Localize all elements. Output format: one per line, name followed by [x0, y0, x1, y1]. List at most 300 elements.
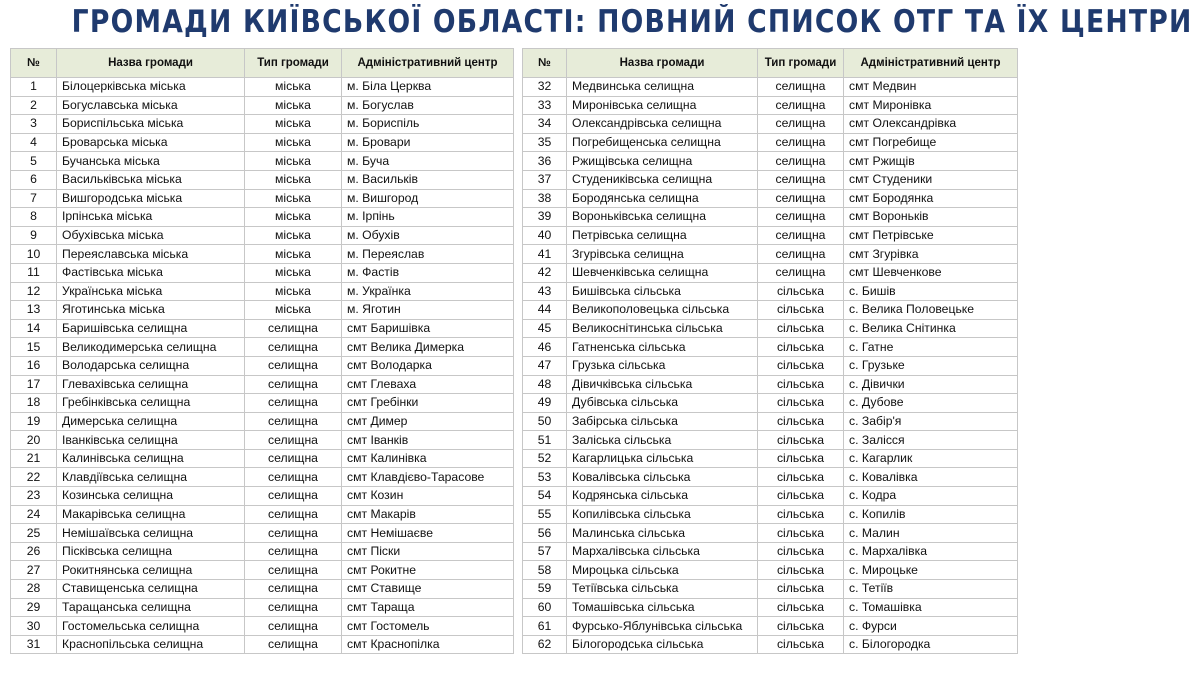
row-number: 8	[11, 208, 57, 227]
table-row	[523, 468, 1018, 487]
community-type: селищна	[245, 617, 342, 636]
column-header-type: Тип громади	[758, 49, 844, 78]
community-type: селищна	[245, 375, 342, 394]
table-row	[11, 189, 514, 208]
community-type: міська	[245, 170, 342, 189]
table-row	[11, 170, 514, 189]
admin-center: смт Немішаєве	[342, 524, 514, 543]
community-type: селищна	[758, 245, 844, 264]
community-type: селищна	[758, 152, 844, 171]
row-number: 62	[523, 635, 567, 654]
admin-center: с. Дубове	[844, 394, 1018, 413]
admin-center: м. Переяслав	[342, 245, 514, 264]
community-type: селищна	[245, 468, 342, 487]
community-name: Таращанська селищна	[57, 598, 245, 617]
table-header-row	[523, 49, 1018, 78]
admin-center: смт Іванків	[342, 431, 514, 450]
table-row	[11, 338, 514, 357]
admin-center: смт Калинівка	[342, 449, 514, 468]
admin-center: с. Грузьке	[844, 356, 1018, 375]
table-row	[11, 580, 514, 599]
table-row	[11, 431, 514, 450]
table-row	[523, 542, 1018, 561]
community-name: Білогородська сільська	[567, 635, 758, 654]
table-row	[523, 412, 1018, 431]
row-number: 16	[11, 356, 57, 375]
community-type: міська	[245, 226, 342, 245]
row-number: 46	[523, 338, 567, 357]
table-row	[523, 263, 1018, 282]
row-number: 36	[523, 152, 567, 171]
community-name: Калинівська селищна	[57, 449, 245, 468]
community-type: селищна	[245, 338, 342, 357]
row-number: 61	[523, 617, 567, 636]
admin-center: м. Українка	[342, 282, 514, 301]
community-type: сільська	[758, 524, 844, 543]
admin-center: с. Дівички	[844, 375, 1018, 394]
community-name: Димерська селищна	[57, 412, 245, 431]
community-name: Томашівська сільська	[567, 598, 758, 617]
row-number: 34	[523, 115, 567, 134]
community-name: Білоцерківська міська	[57, 78, 245, 97]
community-name: Клавдіївська селищна	[57, 468, 245, 487]
community-name: Медвинська селищна	[567, 78, 758, 97]
table-row	[523, 301, 1018, 320]
community-type: сільська	[758, 431, 844, 450]
row-number: 29	[11, 598, 57, 617]
table-row	[11, 598, 514, 617]
admin-center: с. Тетіїв	[844, 580, 1018, 599]
community-name: Ковалівська сільська	[567, 468, 758, 487]
community-type: сільська	[758, 598, 844, 617]
table-row	[11, 245, 514, 264]
community-name: Вороньківська селищна	[567, 208, 758, 227]
admin-center: смт Ставище	[342, 580, 514, 599]
table-row	[11, 319, 514, 338]
row-number: 9	[11, 226, 57, 245]
community-name: Іванківська селищна	[57, 431, 245, 450]
community-type: селищна	[758, 189, 844, 208]
table-header-row	[11, 49, 514, 78]
admin-center: с. Малин	[844, 524, 1018, 543]
community-name: Богуславська міська	[57, 96, 245, 115]
admin-center: с. Велика Половецьке	[844, 301, 1018, 320]
community-name: Студениківська селищна	[567, 170, 758, 189]
community-type: міська	[245, 282, 342, 301]
table-row	[523, 524, 1018, 543]
community-name: Обухівська міська	[57, 226, 245, 245]
table-row	[11, 487, 514, 506]
admin-center: с. Забір'я	[844, 412, 1018, 431]
community-name: Кагарлицька сільська	[567, 449, 758, 468]
table-row	[523, 487, 1018, 506]
community-name: Великополовецька сільська	[567, 301, 758, 320]
row-number: 56	[523, 524, 567, 543]
admin-center: м. Вишгород	[342, 189, 514, 208]
admin-center: с. Кодра	[844, 487, 1018, 506]
row-number: 10	[11, 245, 57, 264]
table-row	[11, 412, 514, 431]
row-number: 12	[11, 282, 57, 301]
community-type: міська	[245, 78, 342, 97]
communities-table-left	[10, 48, 514, 654]
community-name: Яготинська міська	[57, 301, 245, 320]
admin-center: смт Вороньків	[844, 208, 1018, 227]
community-type: міська	[245, 133, 342, 152]
community-name: Бородянська селищна	[567, 189, 758, 208]
table-row	[11, 115, 514, 134]
row-number: 42	[523, 263, 567, 282]
community-type: селищна	[245, 598, 342, 617]
row-number: 25	[11, 524, 57, 543]
community-name: Мархалівська сільська	[567, 542, 758, 561]
community-name: Баришівська селищна	[57, 319, 245, 338]
row-number: 59	[523, 580, 567, 599]
community-type: сільська	[758, 282, 844, 301]
community-name: Гатненська сільська	[567, 338, 758, 357]
community-type: селищна	[245, 542, 342, 561]
admin-center: м. Обухів	[342, 226, 514, 245]
table-row	[11, 226, 514, 245]
community-type: сільська	[758, 561, 844, 580]
row-number: 28	[11, 580, 57, 599]
table-row	[523, 431, 1018, 450]
community-name: Переяславська міська	[57, 245, 245, 264]
table-row	[523, 394, 1018, 413]
community-name: Васильківська міська	[57, 170, 245, 189]
community-type: селищна	[758, 263, 844, 282]
community-type: міська	[245, 115, 342, 134]
admin-center: с. Велика Снітинка	[844, 319, 1018, 338]
community-type: селищна	[758, 133, 844, 152]
community-name: Вишгородська міська	[57, 189, 245, 208]
admin-center: м. Ірпінь	[342, 208, 514, 227]
admin-center: смт Шевченкове	[844, 263, 1018, 282]
community-type: сільська	[758, 449, 844, 468]
admin-center: смт Володарка	[342, 356, 514, 375]
community-name: Тетіївська сільська	[567, 580, 758, 599]
admin-center: смт Рокитне	[342, 561, 514, 580]
table-row	[523, 561, 1018, 580]
row-number: 33	[523, 96, 567, 115]
table-row	[11, 635, 514, 654]
admin-center: смт Ржищів	[844, 152, 1018, 171]
admin-center: с. Бишів	[844, 282, 1018, 301]
table-row	[11, 561, 514, 580]
row-number: 19	[11, 412, 57, 431]
column-header-type: Тип громади	[245, 49, 342, 78]
admin-center: смт Тараща	[342, 598, 514, 617]
table-row	[523, 189, 1018, 208]
community-type: селищна	[245, 394, 342, 413]
admin-center: м. Біла Церква	[342, 78, 514, 97]
community-type: селищна	[758, 226, 844, 245]
admin-center: с. Мироцьке	[844, 561, 1018, 580]
row-number: 37	[523, 170, 567, 189]
community-name: Броварська міська	[57, 133, 245, 152]
row-number: 15	[11, 338, 57, 357]
admin-center: смт Піски	[342, 542, 514, 561]
row-number: 53	[523, 468, 567, 487]
community-name: Бориспільська міська	[57, 115, 245, 134]
admin-center: смт Миронівка	[844, 96, 1018, 115]
row-number: 7	[11, 189, 57, 208]
row-number: 55	[523, 505, 567, 524]
row-number: 2	[11, 96, 57, 115]
community-type: міська	[245, 152, 342, 171]
table-row	[11, 263, 514, 282]
community-type: селищна	[245, 635, 342, 654]
row-number: 31	[11, 635, 57, 654]
community-type: сільська	[758, 580, 844, 599]
community-type: сільська	[758, 375, 844, 394]
community-type: міська	[245, 263, 342, 282]
community-type: сільська	[758, 338, 844, 357]
community-name: Згурівська селищна	[567, 245, 758, 264]
community-name: Малинська сільська	[567, 524, 758, 543]
table-row	[11, 449, 514, 468]
table-body-right	[523, 78, 1018, 654]
community-name: Петрівська селищна	[567, 226, 758, 245]
community-name: Заліська сільська	[567, 431, 758, 450]
community-type: сільська	[758, 356, 844, 375]
community-name: Ржищівська селищна	[567, 152, 758, 171]
admin-center: м. Васильків	[342, 170, 514, 189]
community-type: селищна	[758, 78, 844, 97]
community-name: Ставищенська селищна	[57, 580, 245, 599]
community-name: Гребінківська селищна	[57, 394, 245, 413]
admin-center: смт Баришівка	[342, 319, 514, 338]
table-row	[11, 78, 514, 97]
row-number: 6	[11, 170, 57, 189]
row-number: 5	[11, 152, 57, 171]
community-type: селищна	[758, 96, 844, 115]
row-number: 41	[523, 245, 567, 264]
row-number: 14	[11, 319, 57, 338]
community-type: сільська	[758, 301, 844, 320]
admin-center: м. Богуслав	[342, 96, 514, 115]
admin-center: смт Погребище	[844, 133, 1018, 152]
table-row	[523, 598, 1018, 617]
row-number: 26	[11, 542, 57, 561]
table-row	[523, 505, 1018, 524]
admin-center: смт Згурівка	[844, 245, 1018, 264]
table-row	[523, 319, 1018, 338]
table-body-left	[11, 78, 514, 654]
table-row	[523, 580, 1018, 599]
community-type: селищна	[758, 115, 844, 134]
table-row	[11, 524, 514, 543]
table-row	[523, 375, 1018, 394]
community-name: Мироцька сільська	[567, 561, 758, 580]
community-name: Ірпінська міська	[57, 208, 245, 227]
community-type: селищна	[245, 319, 342, 338]
row-number: 22	[11, 468, 57, 487]
row-number: 11	[11, 263, 57, 282]
table-row	[523, 208, 1018, 227]
table-row	[11, 208, 514, 227]
table-row	[523, 635, 1018, 654]
admin-center: с. Фурси	[844, 617, 1018, 636]
admin-center: смт Гребінки	[342, 394, 514, 413]
table-row	[11, 375, 514, 394]
community-name: Погребищенська селищна	[567, 133, 758, 152]
community-name: Рокитнянська селищна	[57, 561, 245, 580]
communities-table-right	[522, 48, 1018, 654]
column-header-center: Адміністративний центр	[342, 49, 514, 78]
community-type: селищна	[245, 412, 342, 431]
admin-center: с. Білогородка	[844, 635, 1018, 654]
community-name: Глевахівська селищна	[57, 375, 245, 394]
admin-center: с. Гатне	[844, 338, 1018, 357]
admin-center: м. Буча	[342, 152, 514, 171]
community-type: селищна	[245, 431, 342, 450]
community-name: Українська міська	[57, 282, 245, 301]
row-number: 20	[11, 431, 57, 450]
admin-center: м. Фастів	[342, 263, 514, 282]
column-header-center: Адміністративний центр	[844, 49, 1018, 78]
community-type: міська	[245, 301, 342, 320]
table-row	[523, 282, 1018, 301]
table-row	[523, 245, 1018, 264]
table-row	[523, 226, 1018, 245]
table-row	[523, 78, 1018, 97]
column-header-num: №	[11, 49, 57, 78]
row-number: 40	[523, 226, 567, 245]
community-type: сільська	[758, 617, 844, 636]
row-number: 44	[523, 301, 567, 320]
table-row	[523, 449, 1018, 468]
community-type: сільська	[758, 635, 844, 654]
community-name: Олександрівська селищна	[567, 115, 758, 134]
row-number: 45	[523, 319, 567, 338]
community-name: Забірська сільська	[567, 412, 758, 431]
row-number: 30	[11, 617, 57, 636]
community-name: Копилівська сільська	[567, 505, 758, 524]
admin-center: смт Олександрівка	[844, 115, 1018, 134]
community-type: сільська	[758, 468, 844, 487]
community-type: міська	[245, 96, 342, 115]
community-type: сільська	[758, 505, 844, 524]
row-number: 27	[11, 561, 57, 580]
table-row	[11, 152, 514, 171]
column-header-name: Назва громади	[57, 49, 245, 78]
community-name: Бишівська сільська	[567, 282, 758, 301]
community-name: Миронівська селищна	[567, 96, 758, 115]
admin-center: смт Медвин	[844, 78, 1018, 97]
community-name: Грузька сільська	[567, 356, 758, 375]
community-name: Бучанська міська	[57, 152, 245, 171]
admin-center: м. Яготин	[342, 301, 514, 320]
admin-center: с. Томашівка	[844, 598, 1018, 617]
admin-center: м. Бориспіль	[342, 115, 514, 134]
admin-center: смт Гостомель	[342, 617, 514, 636]
community-type: міська	[245, 189, 342, 208]
admin-center: с. Залісся	[844, 431, 1018, 450]
table-row	[11, 468, 514, 487]
community-name: Немішаївська селищна	[57, 524, 245, 543]
table-row	[523, 96, 1018, 115]
community-type: селищна	[245, 487, 342, 506]
table-row	[523, 152, 1018, 171]
community-name: Фурсько-Яблунівська сільська	[567, 617, 758, 636]
admin-center: м. Бровари	[342, 133, 514, 152]
table-row	[523, 170, 1018, 189]
admin-center: с. Ковалівка	[844, 468, 1018, 487]
row-number: 4	[11, 133, 57, 152]
table-row	[11, 96, 514, 115]
row-number: 17	[11, 375, 57, 394]
row-number: 54	[523, 487, 567, 506]
row-number: 24	[11, 505, 57, 524]
row-number: 52	[523, 449, 567, 468]
community-type: селищна	[245, 356, 342, 375]
row-number: 35	[523, 133, 567, 152]
table-row	[11, 394, 514, 413]
table-row	[11, 542, 514, 561]
row-number: 49	[523, 394, 567, 413]
admin-center: с. Кагарлик	[844, 449, 1018, 468]
column-header-name: Назва громади	[567, 49, 758, 78]
column-header-num: №	[523, 49, 567, 78]
table-row	[523, 133, 1018, 152]
admin-center: смт Бородянка	[844, 189, 1018, 208]
admin-center: смт Студеники	[844, 170, 1018, 189]
community-type: міська	[245, 208, 342, 227]
community-type: селищна	[245, 505, 342, 524]
community-type: селищна	[245, 580, 342, 599]
row-number: 43	[523, 282, 567, 301]
row-number: 32	[523, 78, 567, 97]
admin-center: смт Козин	[342, 487, 514, 506]
community-name: Дубівська сільська	[567, 394, 758, 413]
community-type: селищна	[758, 208, 844, 227]
row-number: 57	[523, 542, 567, 561]
community-name: Гостомельська селищна	[57, 617, 245, 636]
community-type: сільська	[758, 542, 844, 561]
admin-center: смт Клавдієво-Тарасове	[342, 468, 514, 487]
community-name: Краснопільська селищна	[57, 635, 245, 654]
admin-center: с. Копилів	[844, 505, 1018, 524]
community-name: Пісківська селищна	[57, 542, 245, 561]
row-number: 1	[11, 78, 57, 97]
community-name: Фастівська міська	[57, 263, 245, 282]
community-type: міська	[245, 245, 342, 264]
row-number: 48	[523, 375, 567, 394]
row-number: 18	[11, 394, 57, 413]
community-type: селищна	[758, 170, 844, 189]
table-row	[11, 301, 514, 320]
community-name: Володарська селищна	[57, 356, 245, 375]
table-row	[11, 356, 514, 375]
community-type: сільська	[758, 319, 844, 338]
table-row	[523, 356, 1018, 375]
page-title: ГРОМАДИ КИЇВСЬКОЇ ОБЛАСТІ: ПОВНИЙ СПИСОК ОТГ ТА ЇХ ЦЕНТРИ	[71, 4, 1193, 40]
table-row	[523, 617, 1018, 636]
row-number: 39	[523, 208, 567, 227]
admin-center: смт Краснопілка	[342, 635, 514, 654]
admin-center: смт Петрівське	[844, 226, 1018, 245]
community-name: Шевченківська селищна	[567, 263, 758, 282]
community-name: Великодимерська селищна	[57, 338, 245, 357]
admin-center: смт Димер	[342, 412, 514, 431]
row-number: 58	[523, 561, 567, 580]
admin-center: смт Глеваха	[342, 375, 514, 394]
community-name: Макарівська селищна	[57, 505, 245, 524]
row-number: 60	[523, 598, 567, 617]
table-row	[523, 115, 1018, 134]
community-type: сільська	[758, 487, 844, 506]
